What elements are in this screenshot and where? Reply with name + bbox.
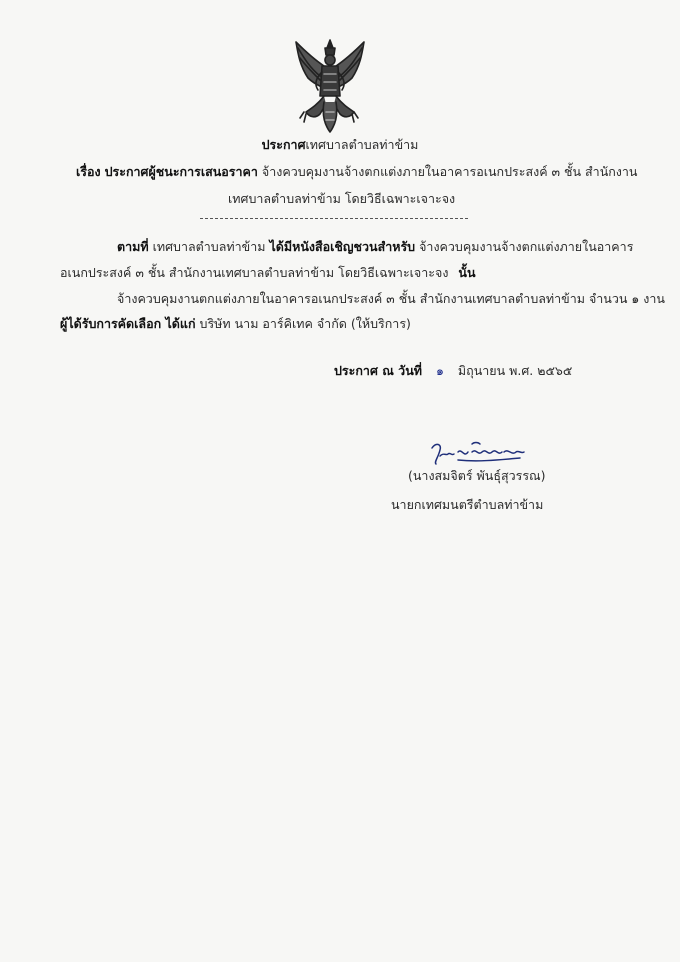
subject-line-2: เทศบาลตำบลท่าข้าม โดยวิธีเฉพาะเจาะจง xyxy=(228,191,456,206)
announcement-prefix: ประกาศ xyxy=(261,137,306,152)
paragraph-2-line-1: จ้างควบคุมงานตกแต่งภายในอาคารอเนกประสงค์ ๓ ชั้น สำนักงานเทศบาลตำบลท่าข้าม จำนวน ๑ งาน xyxy=(117,291,665,306)
divider xyxy=(200,218,468,219)
paragraph-2-line-2 xyxy=(60,315,411,333)
date-month-year: มิถุนายน พ.ศ. ๒๕๖๕ xyxy=(457,363,573,378)
paragraph-1-line-1 xyxy=(117,238,633,256)
subject-title: ประกาศผู้ชนะการเสนอราคา xyxy=(104,164,258,179)
subject-line-1 xyxy=(76,163,637,181)
p1-end: นั้น xyxy=(458,265,476,280)
p1-action: ได้มีหนังสือเชิญชวนสำหรับ xyxy=(269,239,416,254)
paragraph-1-line-2 xyxy=(60,264,476,282)
signer-name: (นางสมจิตร์ พันธุ์สุวรรณ) xyxy=(408,468,546,483)
subject-label: เรื่อง xyxy=(76,164,101,179)
p2-winner: บริษัท นาม อาร์คิเทค จำกัด (ให้บริการ) xyxy=(199,316,411,331)
signature-handwritten-icon xyxy=(428,438,528,468)
p2-selected-label: ผู้ได้รับการคัดเลือก ได้แก่ xyxy=(60,316,196,331)
subject-text: จ้างควบคุมงานจ้างตกแต่งภายในอาคารอเนกประสงค์ ๓ ชั้น สำนักงาน xyxy=(261,164,638,179)
p1-org: เทศบาลตำบลท่าข้าม xyxy=(152,239,266,254)
signer-position: นายกเทศมนตรีตำบลท่าข้าม xyxy=(391,497,544,512)
announcement-org: เทศบาลตำบลท่าข้าม xyxy=(305,137,419,152)
date-label: ประกาศ ณ วันที่ xyxy=(334,363,422,378)
garuda-emblem-icon xyxy=(288,38,372,136)
p1-line2-text: อเนกประสงค์ ๓ ชั้น สำนักงานเทศบาลตำบลท่าข้าม โดยวิธีเฉพาะเจาะจง xyxy=(60,265,449,280)
p1-label: ตามที่ xyxy=(117,239,149,254)
announcement-date xyxy=(334,362,572,380)
p1-text: จ้างควบคุมงานจ้างตกแต่งภายในอาคาร xyxy=(419,239,634,254)
date-day: ๑ xyxy=(435,363,444,378)
announcement-header xyxy=(0,136,680,154)
